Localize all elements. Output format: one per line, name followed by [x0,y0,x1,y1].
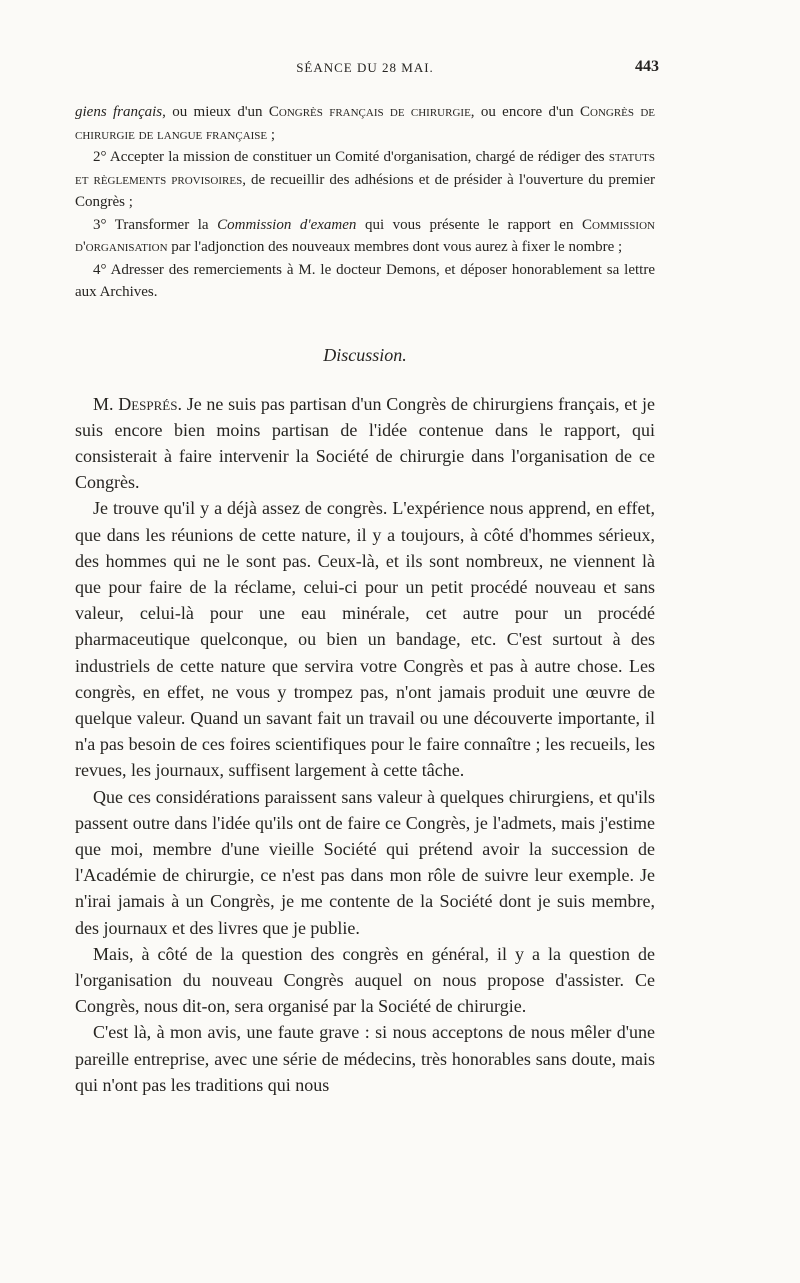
section-title: Discussion. [323,344,407,365]
page-header [75,58,659,82]
discussion-paragraph-4: Mais, à côté de la question des congrès en général, il y a la question de l'organisation du nouveau Congrès auquel on nous propose d'assister. Ce Congrès, nous dit-on, sera organisé par la Société de chirurgie. [75,943,655,1017]
discussion-paragraph-5: C'est là, à mon avis, une faute grave : si nous acceptons de nous mêler d'une pareille entreprise, avec une série de médecins, très honorables sans doute, mais qui n'ont pas les traditions qui nous [75,1022,655,1095]
discussion-paragraph-1: M. Després. Je ne suis pas partisan d'un Congrès de chirurgiens français, et je suis encore bien moins partisan de l'idée contenue dans le rapport, qui consisterait à faire intervenir la Société de chirurgie dans l'organisation de ce Congrès. [75,393,655,493]
speaker-name: M. Després. [93,393,182,414]
discussion-paragraph-2: Je trouve qu'il y a déjà assez de congrès. L'expérience nous apprend, en effet, que dans les réunions de cette nature, il y a toujours, à côté d'hommes sérieux, des hommes qui ne le sont pas. Ceux-là, et ils sont nombreux, ne viennent là que pour faire de la réclame, celui-ci pour un petit procédé nouveau et sans valeur, celui-là pour une eau minérale, cet autre pour un procédé pharmaceutique quelconque, ou bien un bandage, etc. C'est surtout à des industriels de cette nature que servira votre Congrès et pas à autre chose. Les congrès, en effet, ne vous y trompez pas, n'ont jamais produit une œuvre de quelque valeur. Quand un savant fait un travail ou une découverte importante, il n'a pas besoin de ces foires scientifiques pour le faire connaître ; les recueils, les revues, les journaux, suffisent largement à cette tâche. [75,498,655,781]
discussion-paragraph-3: Que ces considérations paraissent sans valeur à quelques chirurgiens, et qu'ils passent outre dans l'idée qu'ils ont de faire ce Congrès, je l'admets, mais j'estime que moi, membre d'une vieille Société qui prétend avoir la succession de l'Académie de chirurgie, ce n'est pas dans mon rôle de suivre leur exemple. Je n'irai jamais à un Congrès, je me contente de la Société dont je suis membre, des journaux et des livres que je publie. [75,786,655,938]
page-number: 443 [635,58,659,75]
running-head: SÉANCE DU 28 MAI. [296,60,434,75]
document-page [75,58,659,1098]
proposal-2: 2° Accepter la mission de constituer un Comité d'organisation, chargé de rédiger des statuts et règlements provisoires, de recueillir des adhésions et de présider à l'ouverture du premier Congrès ; [75,149,655,210]
proposal-4: 4° Adresser des remerciements à M. le docteur Demons, et déposer honorablement sa lettre aux Archives. [75,261,655,300]
proposal-1-continuation: giens français, ou mieux d'un Congrès français de chirurgie, ou encore d'un Congrès de chirurgie de langue française ; [75,104,655,143]
proposal-3: 3° Transformer la Commission d'examen qui vous présente le rapport en Commission d'organisation par l'adjonction des nouveaux membres dont vous aurez à fixer le nombre ; [75,216,655,255]
